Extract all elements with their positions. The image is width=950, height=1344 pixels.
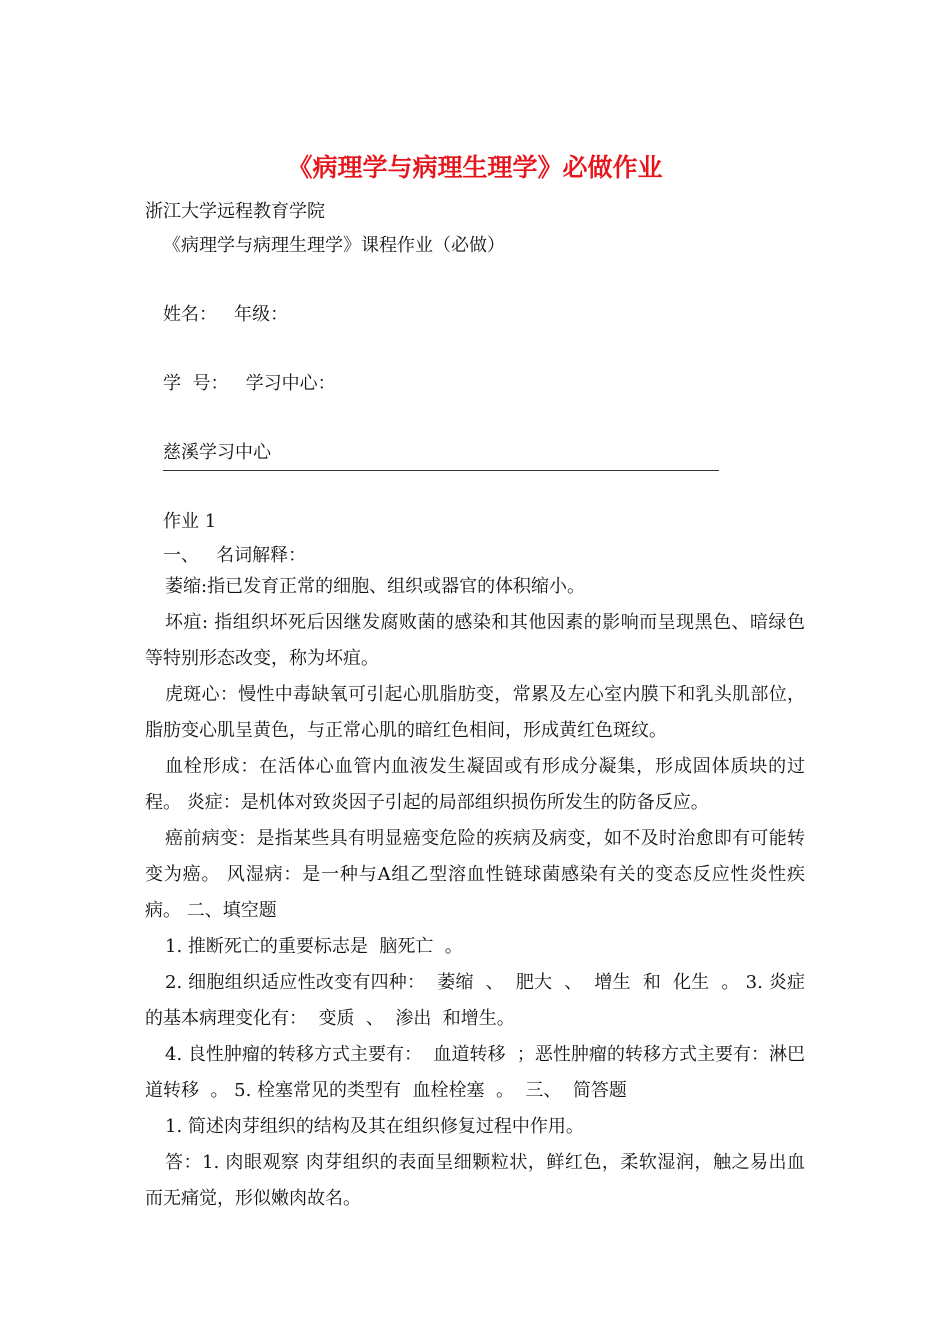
definition-atrophy: 萎缩:指已发育正常的细胞、组织或器官的体积缩小。 [165, 576, 586, 597]
short-answer-question: 1. 简述肉芽组织的结构及其在组织修复过程中作用。 [165, 1116, 584, 1137]
definition-precancer-rheumatism: 癌前病变：是指某些具有明显癌变危险的疾病及病变，如不及时治愈即有可能转变为癌。 风湿病：是一种与A组乙型溶血性链球菌感染有关的变态反应性炎性疾病。 二、填空题 [145, 828, 805, 921]
id-center-field: 学 号： 学习中心： [163, 373, 336, 394]
short-answer-answer: 答：1. 肉眼观察 肉芽组织的表面呈细颗粒状，鲜红色，柔软湿润，触之易出血而无痛觉，形似嫩肉故名。 [145, 1152, 805, 1209]
definition-gangrene: 坏疽: 指组织坏死后因继发腐败菌的感染和其他因素的影响而呈现黑色、暗绿色等特别形态改变，称为坏疽。 [145, 612, 805, 669]
learning-center-value: 慈溪学习中心 [163, 442, 271, 463]
definition-tiger-heart: 虎斑心：慢性中毒缺氧可引起心肌脂肪变，常累及左心室内膜下和乳头肌部位，脂肪变心肌呈黄色，与正常心肌的暗红色相间，形成黄红色斑纹。 [145, 684, 805, 741]
course-line: 《病理学与病理生理学》课程作业（必做） [163, 235, 505, 256]
separator-line [163, 470, 719, 471]
document-title: 《病理学与病理生理学》必做作业 [287, 153, 663, 182]
fill-blank-1: 1. 推断死亡的重要标志是 脑死亡 。 [165, 936, 463, 957]
section1-heading: 一、 名词解释： [163, 545, 307, 566]
fill-blank-2-3: 2. 细胞组织适应性改变有四种： 萎缩 、 肥大 、 增生 和 化生 。 3. 炎症的基本病理变化有： 变质 、 渗出 和增生。 [145, 972, 805, 1029]
fill-blank-4-5: 4. 良性肿瘤的转移方式主要有： 血道转移 ；恶性肿瘤的转移方式主要有：淋巴道转移 。 5. 栓塞常见的类型有 血栓栓塞 。 三、 简答题 [145, 1044, 805, 1101]
name-grade-field: 姓名： 年级： [163, 304, 289, 325]
definition-thrombosis-inflammation: 血栓形成：在活体心血管内血液发生凝固或有形成分凝集，形成固体质块的过程。 炎症：是机体对致炎因子引起的局部组织损伤所发生的防备反应。 [145, 756, 805, 813]
institution-name: 浙江大学远程教育学院 [145, 201, 325, 222]
assignment-heading: 作业 1 [163, 511, 217, 532]
